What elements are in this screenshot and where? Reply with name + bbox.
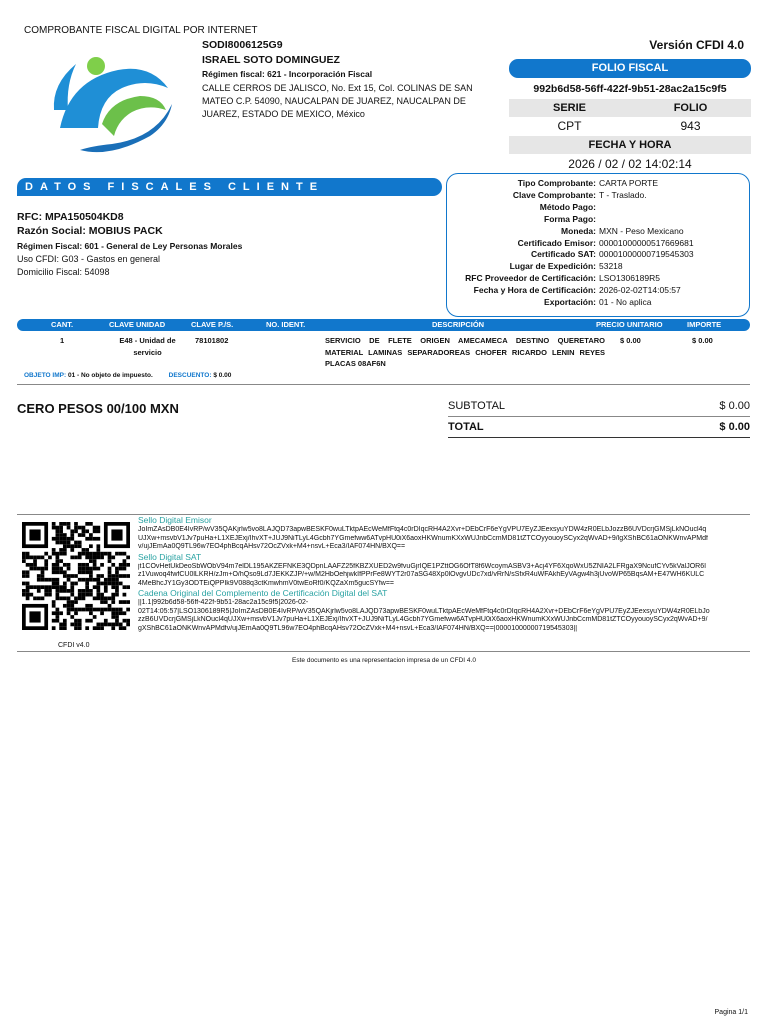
divider bbox=[17, 384, 750, 385]
meta-key: Lugar de Expedición: bbox=[509, 261, 596, 272]
divider bbox=[448, 416, 750, 417]
col-clave-ps: CLAVE P./S. bbox=[191, 320, 234, 329]
divider bbox=[17, 651, 750, 652]
cell-cant: 1 bbox=[60, 336, 65, 345]
emisor-name: ISRAEL SOTO DOMINGUEZ bbox=[202, 54, 340, 66]
serie-folio-values bbox=[509, 119, 751, 133]
meta-value: 01 - No aplica bbox=[599, 297, 652, 308]
meta-value: 00001000000517669681 bbox=[599, 237, 694, 248]
meta-value: CARTA PORTE bbox=[599, 178, 659, 188]
cliente-block bbox=[17, 210, 242, 279]
emisor-address: CALLE CERROS DE JALISCO, No. Ext 15, Col. COLINAS DE SAN MATEO C.P. 54090, NAUCALPAN DE JUAREZ, NAUCALPAN DE JUAREZ, ESTADO DE MEXICO, México bbox=[202, 83, 473, 119]
meta-key: Exportación: bbox=[544, 297, 596, 308]
meta-value bbox=[599, 214, 750, 226]
qr-code bbox=[22, 522, 130, 630]
meta-key: Clave Comprobante: bbox=[512, 189, 596, 200]
sello-sat-title: Sello Digital SAT bbox=[138, 551, 202, 562]
cell-clave: 78101802 bbox=[195, 336, 229, 345]
sello-sat-line: 4MeBhcJY1Gy3ODTEiQPPIk9V088q3ctKmwhmV0twEoRf0/KQZaXm5gucSYfw== bbox=[138, 579, 394, 587]
total-label: TOTAL bbox=[448, 421, 484, 433]
cadena-original-line: ||1.1|992b6d58-56ff-422f-9b51-28ac2a15c9f5|2026-02- bbox=[138, 599, 309, 606]
serie-value: CPT bbox=[557, 119, 582, 133]
sello-emisor-line: v/ujJEmAa0Q9TL96w7EO4phBcqAHsv72OcZVxk+M4+nsvL+Eca3/IAF074HN/BXQ== bbox=[138, 543, 406, 550]
meta-key: Certificado SAT: bbox=[530, 249, 596, 260]
cliente-domicilio: Domicilio Fiscal: 54098 bbox=[17, 267, 110, 277]
col-precio-unitario: PRECIO UNITARIO bbox=[596, 320, 663, 329]
fecha-label: FECHA Y HORA bbox=[509, 136, 751, 154]
document-title: COMPROBANTE FISCAL DIGITAL POR INTERNET bbox=[24, 25, 258, 36]
cfdi-version: Versión CFDI 4.0 bbox=[649, 38, 744, 52]
cliente-rfc: RFC: MPA150504KD8 bbox=[17, 211, 124, 223]
emisor-rfc: SODI8006125G9 bbox=[202, 39, 283, 51]
meta-value: T - Traslado. bbox=[599, 189, 647, 200]
subtotal-value: $ 0.00 bbox=[719, 400, 750, 412]
cadena-original-title: Cadena Original del Complemento de Certificación Digital del SAT bbox=[138, 588, 388, 598]
cfdi-version-label: CFDI v4.0 bbox=[58, 642, 90, 649]
meta-value: LSO1306189R5 bbox=[599, 273, 660, 284]
fecha-value: 2026 / 02 / 02 14:02:14 bbox=[568, 157, 692, 171]
cliente-razon-social: Razón Social: MOBIUS PACK bbox=[17, 225, 163, 237]
cell-descripcion: SERVICIO DE FLETE ORIGEN AMECAMECA DESTINO QUERETARO MATERIAL LAMINAS SEPARADOREAS CHOFER RICARDO LENIN REYES PLACAS 08AF6N bbox=[325, 336, 605, 368]
company-logo bbox=[40, 40, 180, 172]
emisor-regimen: Régimen fiscal: 621 - Incorporación Fiscal bbox=[202, 69, 373, 79]
meta-key: Moneda: bbox=[561, 225, 596, 236]
serie-label: SERIE bbox=[552, 102, 586, 114]
sello-emisor-line: UJXw+msvbV1Jv7puHa+L1XEJExj/IhvXT+JUJ9NiTLyL4Gcbh7YGmefww6ATvpHU0iX6aoxHKWnumKXxWUJnbCcmMD81tZTCOyyouoySCyx2qWvAD+9/lgXShBC61aONKWnvAPMdf bbox=[138, 534, 708, 542]
col-descripcion: DESCRIPCIÓN bbox=[432, 320, 485, 329]
col-no-ident: NO. IDENT. bbox=[266, 320, 306, 329]
folio-fiscal-pill: FOLIO FISCAL bbox=[509, 59, 751, 78]
meta-value: 53218 bbox=[599, 261, 623, 272]
meta-key: Fecha y Hora de Certificación: bbox=[473, 285, 596, 296]
meta-key: Método Pago: bbox=[539, 201, 596, 212]
cliente-uso-cfdi: Uso CFDI: G03 - Gastos en general bbox=[17, 254, 161, 264]
page-number: Pagina 1/1 bbox=[714, 1009, 748, 1016]
total-value: $ 0.00 bbox=[719, 421, 750, 433]
objeto-impuesto: OBJETO IMP: 01 - No objeto de impuesto. DESCUENTO: $ 0.00 bbox=[24, 372, 232, 379]
cadena-original-line: zzB6UVDcrjGMSjLkNOucl4qUJXw+msvbV1Jv7puHa+L1XEJExj/IhvXT+JUJ9NiTLyL4Gcbh7YGmefww6ATvpHU0iX6aoxHKWnumKXxWUJnbCcmMD81tZTCOyyouoySCyx2qWvAD+9/ bbox=[138, 616, 708, 623]
sello-sat-line: z1Vuwoq4fwfCU0lLKRH/zJm+O/hQso9Ld7JEKKZJP/+w/M2HbOehjwkIfPPrFe8WYT2r07aSG48Xp0lOvgvUDc7xd/vRrN/sSfxR4uWFAkhEyVAgw4h3jUvoWP65BqsAM+E47WH6KULC bbox=[138, 571, 705, 578]
cadena-original-line: gXShBC61aONKWnvAPMdfv/ujJEmAa0Q9TL96w7EO4phBcqAHsv72OcZVxk+M4+nsvL+Eca3/IAF074HN/BXQ==|00001000000719545303|| bbox=[138, 624, 578, 632]
meta-key: Forma Pago: bbox=[544, 213, 596, 224]
sello-sat-line: jt1COvHetUkDeoSbWObV94m7elDL195AKZEFNKE3QDpnLAAFZ25fKBZXUED2w9fvuGjrIQE1PZttOG6OfT8f6WcoymASBV3+Acj4YF6XqoWxU5ZNIA2LFRgaX9NcufCYv5kValJOR6I bbox=[138, 562, 707, 570]
col-clave-unidad: CLAVE UNIDAD bbox=[109, 320, 166, 329]
meta-value: 2026-02-02T14:05:57 bbox=[599, 285, 681, 296]
section-datos-fiscales-cliente: DATOS FISCALES CLIENTE bbox=[17, 178, 442, 196]
divider bbox=[448, 437, 750, 438]
footer-note: Este documento es una representacion impresa de un CFDI 4.0 bbox=[292, 657, 476, 664]
sellos-block bbox=[138, 515, 750, 633]
serie-folio-header bbox=[509, 99, 751, 117]
emisor-block bbox=[202, 39, 477, 121]
col-importe: IMPORTE bbox=[687, 320, 722, 329]
meta-key: Certificado Emisor: bbox=[517, 237, 596, 248]
col-cant: CANT. bbox=[51, 320, 74, 329]
subtotal-label: SUBTOTAL bbox=[448, 400, 506, 412]
meta-key: RFC Proveedor de Certificación: bbox=[465, 273, 596, 284]
cell-importe: $ 0.00 bbox=[692, 336, 713, 345]
meta-value bbox=[599, 202, 750, 214]
importe-con-letra: CERO PESOS 00/100 MXN bbox=[17, 401, 179, 416]
folio-value: 943 bbox=[680, 119, 701, 133]
folio-fiscal-value: 992b6d58-56ff-422f-9b51-28ac2a15c9f5 bbox=[533, 83, 727, 95]
comprobante-meta bbox=[446, 178, 750, 309]
meta-value: 00001000000719545303 bbox=[599, 249, 694, 260]
cell-unidad: E48 - Unidad de servicio bbox=[119, 336, 176, 357]
meta-value: MXN - Peso Mexicano bbox=[599, 225, 684, 236]
folio-label: FOLIO bbox=[673, 102, 708, 114]
cell-precio: $ 0.00 bbox=[620, 336, 641, 345]
meta-key: Tipo Comprobante: bbox=[517, 178, 596, 188]
cliente-regimen: Régimen Fiscal: 601 - General de Ley Personas Morales bbox=[17, 241, 243, 251]
cadena-original-line: 02T14:05:57|LSO1306189R5|JoImZAsDB0E4IvRP/wV35QAKjrlw5vo8LAJQD73apwBESKF0wuLTktpAEcWeMfFtq4c0rDIqcRH4A2Xvr+DEbCrF6eYgVPU7EyZJEexsyuYDW4zR0ELbJo bbox=[138, 607, 710, 615]
concepts-table-header bbox=[17, 319, 750, 331]
sello-emisor-title: Sello Digital Emisor bbox=[138, 515, 212, 525]
sello-emisor-line: JoImZAsDB0E4IvRP/wV35QAKjrlw5vo8LAJQD73apwBESKF0wuLTktpAEcWeMfFtq4c0rDIqcRH4A2Xvr+DEbCrF6eYgVPU7EyZJEexsyuYDW4zR0ELbJozzB6UVDcrjGMSjLkNOucl4q bbox=[138, 526, 707, 533]
